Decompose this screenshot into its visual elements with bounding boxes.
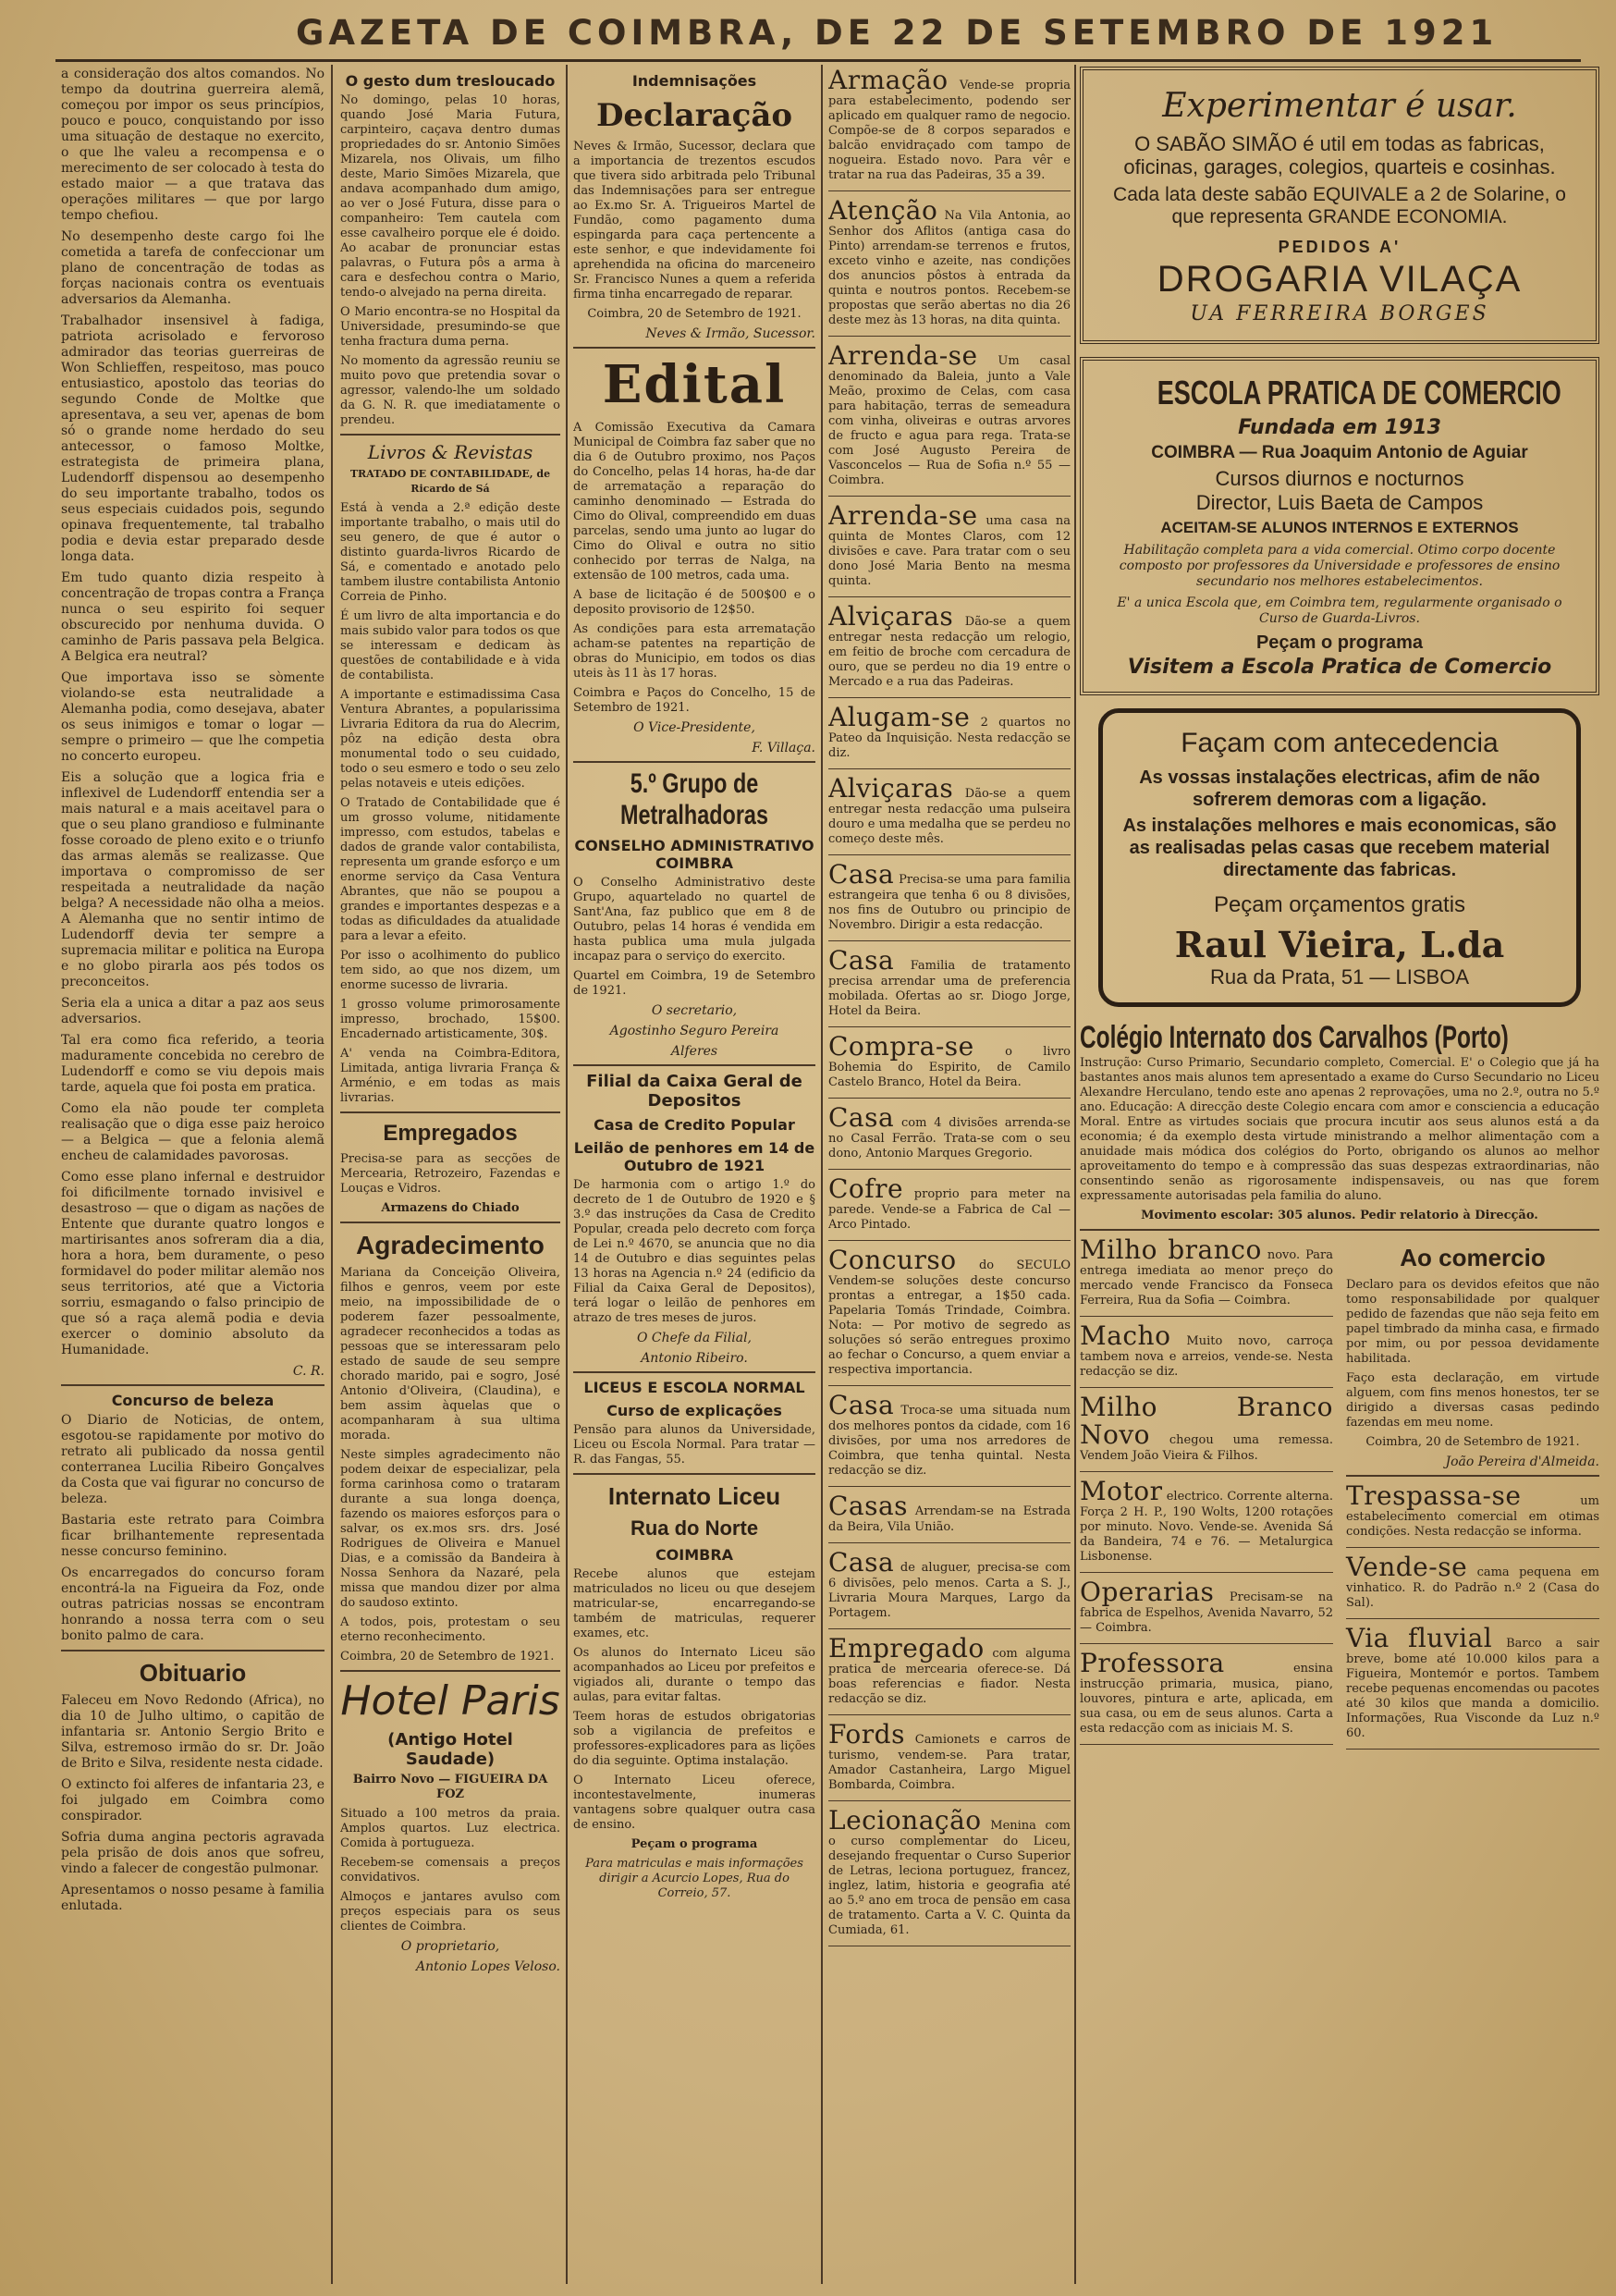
classified-ad (1080, 1394, 1333, 1464)
article-paragraph: O Mario encontra-se no Hospital da Universidade, presumindo-se que tenha fractura duma perna. (340, 305, 560, 349)
column-5-ads (1080, 67, 1599, 1755)
classified-keyword: Casa (828, 859, 895, 890)
article-signature: F. Villaça. (752, 741, 815, 755)
hotel-location: Bairro Novo — FIGUEIRA DA FOZ (352, 1773, 548, 1801)
classified-keyword: Alviçaras (828, 601, 954, 632)
classified-ad (828, 1549, 1071, 1621)
article-paragraph: O extincto foi alferes de infantaria 23, e foi julgado em Coimbra como conspirador. (61, 1777, 324, 1823)
classified-keyword: Alviçaras (828, 773, 954, 804)
separator (61, 1384, 324, 1386)
article-paragraph: Mariana da Conceição Oliveira, filhos e genros, veem por este meio, na impossibilidade de o poderem fazer pessoalmente, agradecer reconhecidos a todas as pessoas que se interessaram pelo estado de saude de seu sempre chorado marido, pai e sogro, José Antonio d'Oliveira, (Claudina), e bem assim àquelas que o acompanharam à sua ultima morada. (340, 1266, 560, 1443)
column-2 (340, 67, 560, 1980)
separator (1346, 1749, 1599, 1750)
headline-indemnisacoes: Indemnisações (631, 72, 757, 90)
classified-text: Troca-se uma situada num dos melhores pontos da cidade, com 16 divisões, por uma nos arredores de Coimbra, que tenha quintal. Nesta redacção se diz. (828, 1404, 1071, 1478)
classified-ad (1346, 1625, 1599, 1741)
classified-ad (828, 1246, 1071, 1378)
classified-keyword: Arrenda-se (828, 340, 978, 371)
column-1 (61, 67, 324, 1920)
classified-ad (1346, 1553, 1599, 1611)
article-paragraph: Trabalhador insensivel à fadiga, patriota acrisolado e fervoroso admirador das teorias guerreiras de Won Schlieffen, respeitoso, mas pouco entusiastico, apostolo das teorias do segundo Conde de Moltke que apresentava, a seu ver, apenas de bom só o grande nome herdado do seu antecessor, o famoso Moltke, estrategista de primeira plana, Ludendorff dispensou ao desempenho do seu importante trabalho, todos os seus especiais cuidados pois, segundo opinava frequentemente, tal trabalho podia e devia estar preparado desde longa data. (61, 313, 324, 564)
separator (828, 854, 1071, 855)
article-paragraph: Almoços e jantares avulso com preços especiais para os seus clientes de Coimbra. (340, 1890, 560, 1934)
classified-ad (828, 197, 1071, 328)
article-paragraph: Quartel em Coimbra, 19 de Setembro de 1921. (573, 969, 815, 998)
ad-colegio (1080, 1020, 1599, 1223)
separator (828, 1098, 1071, 1099)
subheadline-credito: Casa de Credito Popular (594, 1116, 795, 1134)
column-divider (1074, 65, 1076, 2284)
classifieds-list (1346, 1482, 1599, 1750)
classified-keyword: Arrenda-se (828, 500, 978, 531)
article-paragraph: Coimbra e Paços do Concelho, 15 de Setembro de 1921. (573, 686, 815, 715)
ad-text: Cada lata deste sabão EQUIVALE a 2 de Solarine, o que representa GRANDE ECONOMIA. (1113, 184, 1566, 227)
classified-keyword: Via fluvial (1346, 1623, 1493, 1653)
headline-grupo-metralhadoras: 5.º Grupo de Metralhadoras (620, 768, 768, 830)
separator (828, 1026, 1071, 1027)
article-paragraph: No desempenho deste cargo foi lhe cometida a tarefa de confeccionar um plano de concentração de todas as forças nacionais contra os eventuais adversarios da Alemanha. (61, 229, 324, 307)
separator (828, 1169, 1071, 1170)
column-3 (573, 67, 815, 1906)
article-paragraph: A' venda na Coimbra-Editora, Limitada, antiga livraria França & Arménio, e em todas as mais livrarias. (340, 1047, 560, 1105)
article-paragraph: Que importava isso se sòmente violando-se esta neutralidade a Alemanha podia, como desejava, abater os seus inimigos e tomar o logar — sempre o primeiro — que lhe competia no concerto europeu. (61, 670, 324, 764)
classified-text: Um casal denominado da Baleia, junto a Vale Meão, proximo de Celas, com casa para habitação, terras de semeadura com vinha, oliveiras e outras arvores de fructo e agua para rega. Trata-se com José Augusto Pereira de Vasconcelos — Rua de Sofia n.º 55 — Coimbra. (828, 354, 1071, 487)
ad-headline: Façam com antecedencia (1181, 728, 1499, 758)
article-paragraph: Bastaria este retrato para Coimbra ficar brilhantemente representada nesse concurso feminino. (61, 1513, 324, 1559)
classified-ad (828, 1492, 1071, 1535)
separator (573, 347, 815, 349)
headline-filial: Filial da Caixa Geral de Depositos (586, 1072, 802, 1111)
article-signature: João Pereira d'Almeida. (1445, 1455, 1599, 1469)
separator (573, 761, 815, 763)
ad-address: COIMBRA — Rua Joaquim Antonio de Aguiar (1151, 443, 1528, 462)
classified-keyword: Casa (828, 1390, 895, 1420)
separator (573, 1371, 815, 1373)
classified-text: chegou uma remessa. Vendem João Vieira & Filhos. (1080, 1433, 1333, 1463)
headline-liceus: LICEUS E ESCOLA NORMAL (583, 1379, 805, 1396)
separator (1080, 1572, 1333, 1573)
article-paragraph: Eis a solução que a logica fria e inflexivel de Ludendorff entendia ser a mais natural e a mais aceitavel para o que o seu plano grandioso e fulminante fosse coroado de pleno exito e o triunfo das armas alemãs se realizasse. Que importava o compromisso de ser respeitada a neutralidade da nação belga? A necessidade não olha a meios. A Alemanha que no sentir intimo de Ludendorff devia ter sempre a supremacia militar e politica na Europa e no globo pirarla aos pés todos os preconceitos. (61, 770, 324, 989)
classified-ad (1080, 1578, 1333, 1636)
article-paragraph: Coimbra, 20 de Setembro de 1921. (1365, 1435, 1580, 1449)
article-paragraph: Recebe alunos que estejam matriculados no liceu ou que desejem matricular-se, encarregando-se também de matriculas, requerer exames, etc. (573, 1567, 815, 1640)
classified-keyword: Alugam-se (828, 702, 971, 732)
ad-text: Fundada em 1913 (1238, 416, 1441, 439)
separator (1346, 1475, 1599, 1477)
article-paragraph: Recebem-se comensais a preços convidativos. (340, 1856, 560, 1885)
ad-text: Habilitação completa para a vida comercial. Otimo corpo docente composto por professores da Universidade e professores de ensino secundario nos melhores estabelecimentos. (1119, 543, 1561, 589)
article-paragraph: Declaro para os devidos efeitos que não tomo responsabilidade por qualquer pedido de fazendas que não seja feito em papel timbrado da minha casa, e firmado por mim, ou por pessoa devidamente habilitada. (1346, 1278, 1599, 1366)
article-signature: O Vice-Presidente, (633, 720, 755, 735)
separator (828, 596, 1071, 597)
headline-hotel-paris: Hotel Paris (340, 1677, 560, 1725)
classified-text: Precisa-se uma para familia estrangeira que tenha 6 ou 8 divisões, nos fins de Outubro ou principio de Novembro. Dirigir a esta redacção. (828, 873, 1071, 932)
article-paragraph: Neves & Irmão, Sucessor, declara que a importancia de trezentos escudos que tivera sido arbitrada pelo Tribunal das Indemnisações para ser entregue ao Ex.mo Sr. A. Trigueiros Martel de Fundão, como pagamento duma espingarda para caça pertencente a este senhor, e que indevidamente foi aprehendida na oficina do marceneiro Sr. Francisco Nunes a quem a referida firma tinha encarregado de reparar. (573, 140, 815, 301)
subheadline-coimbra: COIMBRA (655, 1546, 734, 1564)
headline-edital: Edital (602, 354, 787, 415)
classified-keyword: Atenção (828, 195, 938, 226)
article-paragraph: Como esse plano infernal e destruidor foi dificilmente tornado invisivel e desastroso — que o digam as nações de Entente que durante quatro longos e martirisantes anos sofreram dia a dia, hora a hora, bem duramente, o peso formidavel do poder militar alemão nos seus territorios, até que a Victoria sorriu, esmagando o falso principio de que só a raça alemã podia e devia exercer o dominio absoluto da Humanidade. (61, 1170, 324, 1357)
classified-keyword: Operarias (1080, 1577, 1215, 1607)
headline-agradecimento: Agradecimento (356, 1231, 545, 1259)
ad-text: Peçam o programa (1255, 632, 1424, 653)
classified-ad (1080, 1322, 1333, 1380)
article-paragraph: O Tratado de Contabilidade que é um grosso volume, nitidamente impresso, com estudos, tabelas e dados de grande valor contabilista, representa um grande esforço e um enorme serviço da Casa Ventura Abrantes, que não se poupou a grandes e importantes despezas e a todas as dificuldades da atualidade para a levar a efeito. (340, 796, 560, 943)
article-paragraph: Apresentamos o nosso pesame à familia enlutada. (61, 1883, 324, 1913)
classified-text: Dão-se a quem entregar nesta redacção um relogio, em feitio de broche com cercadura de ouro, que se perdeu no dia 19 entre o Mercado e a rua das Padeiras. (828, 615, 1071, 689)
classified-keyword: Casa (828, 1102, 895, 1133)
article-signature: C. R. (292, 1364, 324, 1379)
classified-text: de aluguer, precisa-se com 6 divisões, pelo menos. Carta a S. J., Livraria Moura Marques, Largo da Portagem. (828, 1561, 1071, 1620)
article-paragraph: Sofria duma angina pectoris agravada pela prisão de dois anos que sofreu, vindo a falecer de congestão pulmonar. (61, 1830, 324, 1876)
classified-text: Barco a sair breve, bome até 10.000 kilos para a Figueira, Montemór e portos. Tambem recebe pequenas encomendas ou pacotes até 30 kilos que manda a domicilio. Informações, Rua Visconde da Luz n.º 60. (1346, 1637, 1599, 1740)
classified-keyword: Compra-se (828, 1031, 974, 1062)
headline-declaracao: Declaração (595, 97, 793, 134)
separator (1080, 1471, 1333, 1472)
separator (828, 1542, 1071, 1543)
classified-keyword: Milho branco (1080, 1234, 1262, 1265)
separator (828, 1714, 1071, 1715)
classified-ad (828, 775, 1071, 847)
separator (1080, 1744, 1333, 1745)
headline-obituario: Obituario (139, 1659, 247, 1687)
article-paragraph: Para matriculas e mais informações dirigir a Acurcio Lopes, Rua do Correio, 57. (585, 1857, 803, 1900)
classified-text: um estabelecimento comercial em otimas condições. Nesta redacção se informa. (1346, 1494, 1599, 1539)
article-signature: Antonio Ribeiro. (641, 1351, 748, 1366)
ao-comercio-block (1346, 1236, 1599, 1755)
subheadline-hotel: (Antigo Hotel Saudade) (387, 1730, 513, 1769)
classified-keyword: Concurso (828, 1245, 957, 1275)
classified-keyword: Empregado (828, 1633, 985, 1664)
article-paragraph: Tal era como fica referido, a teoria maduramente concebida no cerebro de Ludendorff e como se viu depois mais tarde, aquela que foi posta em pratica. (61, 1033, 324, 1095)
article-signature: Agostinho Seguro Pereira (609, 1024, 779, 1038)
subheadline-conselho: CONSELHO ADMINISTRATIVO COIMBRA (574, 837, 814, 872)
classified-text: com alguma pratica de mercearia oferece-se. Dá boas referencias e fiador. Nesta redacção se diz. (828, 1647, 1071, 1706)
article-paragraph: Como ela não poude ter completa realisação que o diga esse paiz heroico — a Belgica — que a felonia alemã encheu de calamidades pavorosas. (61, 1101, 324, 1163)
classified-ad (828, 1104, 1071, 1161)
classified-ad (828, 603, 1071, 690)
classified-text: novo. Para entrega imediata ao menor preço do mercado vende Francisco da Fonseca Ferreira, Rua da Sofia — Coimbra. (1080, 1248, 1333, 1308)
column-divider (331, 65, 333, 2284)
classified-keyword: Macho (1080, 1320, 1171, 1351)
ad-text: As instalações melhores e mais economicas, são as realisadas pelas casas que recebem material directamente das fabricas. (1122, 816, 1557, 880)
article-paragraph: Em tudo quanto dizia respeito à concentração de tropas contra a França nunca o seu espirito foi sequer obscurecido por nenhuma duvida. O caminho de Paris passava pela Belgica. A Belgica era neutral? (61, 571, 324, 664)
classifieds-bottom (1080, 1236, 1599, 1755)
masthead: GAZETA DE COIMBRA, DE 22 DE SETEMBRO DE 1921 (296, 13, 1499, 53)
classified-ad (828, 1392, 1071, 1479)
article-paragraph: A todos, pois, protestam o seu eterno reconhecimento. (340, 1615, 560, 1644)
separator (1080, 1316, 1333, 1317)
ad-drogaria: DROGARIA VILAÇA (1157, 259, 1523, 300)
classified-ad (828, 502, 1071, 589)
classified-text: cama pequena em vinhatico. R. do Padrão n.º 2 (Casa do Sal). (1346, 1565, 1599, 1610)
classified-text: Vende-se propria para estabelecimento, podendo ser aplicado em qualquer ramo de negocio. Compõe-se de 8 corpos separados e balcão envidraçado com tampo de nogueira. Estado novo. Para vêr e tratar na rua das Padeiras, 35 a 39. (828, 79, 1071, 182)
classified-ad (828, 67, 1071, 183)
article-paragraph: Faço esta declaração, em virtude alguem, com fins menos honestos, ter se dirigido a diversas casas pedindo fazendas em meu nome. (1346, 1371, 1599, 1430)
ad-text: Instrução: Curso Primario, Secundario completo, Comercial. E' o Colegio que já ha bastantes anos mais alunos tem apresentado a exame do Curso Secundario no Liceu Alexandre Herculano, tendo este ano apenas 2 reprovações, uma no 2.º, outra no 5.º ano. Educação: A direcção deste Colegio encara com amor e consciencia a educação Moral. Entre as virtudes sociais que procura incutir aos seus alunos está a da economia; é da exemplo desta virtude ministrando a melhor alimentação com a anuidade mais módica dos colégios do Porto, obrigando os alunos ao melhor aproveitamento do tempo e à compressão das suas despezas extraordinarias, não consentindo senão as rigorosamente indispensaveis, ou nas que forem expressamente autorisadas pela familia do aluno. (1080, 1056, 1599, 1203)
article-paragraph: No momento da agressão reuniu se muito povo que pretendia sovar o agressor, valendo-lhe um soldado da G. N. R. que imediatamente o prendeu. (340, 354, 560, 427)
separator (340, 1111, 560, 1113)
ad-raul-vieira (1098, 708, 1581, 1007)
ad-text: E' a unica Escola que, em Coimbra tem, regularmente organisado o Curso de Guarda-Livros. (1117, 595, 1562, 626)
separator (828, 336, 1071, 337)
subheadline-rua-norte: Rua do Norte (630, 1516, 759, 1540)
article-paragraph: De harmonia com o artigo 1.º do decreto de 1 de Outubro de 1920 e § 3.º das instruções da Casa de Credito Popular, creada pelo decreto com força de Lei n.º 4670, se anuncia que no dia 14 de Outubro e dias seguintes pelas 13 horas na Agencia n.º 24 (edificio da Filial da Caixa Geral de Depositos), terá logar o leilão de penhores em atrazo de tres meses de juros. (573, 1178, 815, 1325)
classified-text: Menina com o curso complementar do Liceu, desejando frequentar o Curso Superior de Letras, leciona portuguez, francez, inglez, latim, historia e geografia até ao 5.º ano em troca de pensão em casa de tratamento. Carta a V. C. Quinta da Cumiada, 61. (828, 1819, 1071, 1937)
classified-keyword: Lecionação (828, 1805, 982, 1836)
headline-empregados: Empregados (383, 1121, 518, 1146)
article-signature: Neves & Irmão, Sucessor. (645, 326, 815, 341)
article-signature: Antonio Lopes Veloso. (416, 1959, 560, 1974)
separator (1080, 1229, 1599, 1231)
classified-keyword: Casa (828, 1547, 895, 1578)
ad-escola-comercio (1080, 357, 1599, 695)
classified-text: Precisam-se na fabrica de Espelhos, Avenida Navarro, 52 — Coimbra. (1080, 1590, 1333, 1635)
separator (1080, 1387, 1333, 1388)
classified-text: 2 quartos no Pateo da Inquisição. Nesta redacção se diz. (828, 716, 1071, 760)
column-divider (566, 65, 568, 2284)
ad-text: PEDIDOS A' (1278, 238, 1402, 256)
headline-gesto: O gesto dum tresloucado (345, 72, 556, 90)
article-paragraph: Os alunos do Internato Liceu são acompanhados ao Liceu por prefeitos e vigiados ali, durante o tempo das aulas, para evitar faltas. (573, 1646, 815, 1704)
separator (61, 1650, 324, 1651)
article-paragraph: Teem horas de estudos obrigatorias sob a vigilancia de prefeitos e professores-explicadores para as lições do dia seguinte. Optima instalação. (573, 1710, 815, 1768)
article-paragraph: A base de licitação é de 500$00 e o deposito provisorio de 12$50. (573, 588, 815, 617)
classified-keyword: Motor (1080, 1476, 1163, 1506)
article-paragraph: Situado a 100 metros da praia. Amplos quartos. Luz electrica. Comida à portugueza. (340, 1807, 560, 1850)
ad-text: Cursos diurnos e nocturnos (1215, 467, 1464, 490)
classified-keyword: Professora (1080, 1648, 1225, 1678)
article-paragraph: O Internato Liceu oferece, incontestavelmente, inumeras vantagens sobre qualquer outra casa de ensino. (573, 1774, 815, 1832)
separator (1346, 1547, 1599, 1548)
separator (340, 434, 560, 436)
separator (573, 1473, 815, 1475)
classified-text: Familia de tratamento precisa arrendar uma de preferencia mobilada. Ofertas ao sr. Diogo Jorge, Hotel da Beira. (828, 959, 1071, 1018)
masthead-rule (55, 59, 1581, 62)
column-divider (821, 65, 823, 2284)
separator (828, 190, 1071, 191)
article-paragraph: No domingo, pelas 10 horas, quando José Maria Futura, carpinteiro, caçava dentro dumas propriedades do sr. Antonio Simões Mizarela, nos Olivais, um filho deste, Mario Simões Mizarela, que andava acompanhado dum amigo, ao ver o José Futura, disse para o companheiro: Tem cautela com esse cavalheiro porque ele é doido. Ao acabar de pronunciar estas palavras, o Futura pôs a arma à cara e desfechou contra o Mario, tendo-o alvejado na perna direita. (340, 93, 560, 300)
subheadline-explicacoes: Curso de explicações (606, 1402, 782, 1419)
subheadline-leilao: Leilão de penhores em 14 de Outubro de 1921 (573, 1139, 815, 1174)
classified-ad (1080, 1650, 1333, 1737)
classified-keyword: Fords (828, 1719, 905, 1750)
separator (340, 1222, 560, 1223)
article-paragraph: Por isso o acolhimento do publico tem sido, ao que nos dizem, um enorme sucesso de livraria. (340, 949, 560, 992)
classified-keyword: Casas (828, 1491, 909, 1521)
article-paragraph: Está à venda a 2.ª edição deste importante trabalho, o mais util do seu genero, de que é autor o distinto guarda-livros Ricardo de Sá, e comentado e anotado pelo tambem ilustre contabilista Antonio Correia de Pinho. (340, 501, 560, 604)
classified-text: uma casa na quinta de Montes Claros, com 12 divisões e cave. Para tratar com o seu dono José Maria Bento na mesma quinta. (828, 514, 1071, 588)
headline-ao-comercio: Ao comercio (1400, 1244, 1546, 1271)
classified-keyword: Casa (828, 945, 895, 976)
classified-text: Dão-se a quem entregar nesta redacção uma pulseira douro e uma medalha que se perdeu no começo deste mês. (828, 787, 1071, 846)
article-paragraph: As condições para esta arrematação acham-se patentes na repartição de obras do Municipio, em todos os dias uteis às 11 às 17 horas. (573, 622, 815, 681)
separator (828, 1486, 1071, 1487)
classified-text: Muito novo, carroça tambem nova e arreios, vende-se. Nesta redacção se diz. (1080, 1334, 1333, 1379)
article-paragraph: Coimbra, 20 de Setembro de 1921. (340, 1650, 555, 1664)
classified-ad (1080, 1478, 1333, 1565)
ad-headline: Experimentar é usar. (1162, 87, 1517, 125)
separator (828, 697, 1071, 698)
subheadline-tratado: TRATADO DE CONTABILIDADE, de Ricardo de Sá (349, 468, 551, 495)
article-paragraph: a consideração dos altos comandos. No tempo da doutrina guerreira alemã, começou por impor os seus princípios, pouco e pouco, conquistando por isso uma situação de destaque no exercito, o que lhe valeu a recompensa e o merecimento de ser colocado à testa do estado maior — a que tratava das operações militares — que por largo tempo chefiou. (61, 67, 324, 223)
ad-sabao-simao (1080, 67, 1599, 344)
classified-text: Arrendam-se na Estrada da Beira, Vila União. (828, 1504, 1071, 1534)
ad-text: Peçam orçamentos gratis (1213, 892, 1466, 917)
separator (828, 768, 1071, 769)
classified-text: proprio para meter na parede. Vende-se a Fabrica de Cal — Arco Pintado. (828, 1187, 1071, 1232)
ad-text: ACEITAM-SE ALUNOS INTERNOS E EXTERNOS (1160, 519, 1519, 536)
article-paragraph: Peçam o programa (630, 1837, 758, 1851)
ad-text: Director, Luis Baeta de Campos (1195, 491, 1484, 514)
classified-ad (828, 861, 1071, 933)
separator (1346, 1618, 1599, 1619)
ad-text: Movimento escolar: 305 alunos. Pedir relatorio à Direcção. (1141, 1209, 1538, 1222)
classified-text: com 4 divisões arrenda-se no Casal Ferrão. Trata-se com o seu dono, Antonio Marques Gregorio. (828, 1116, 1071, 1160)
classified-ad (828, 342, 1071, 488)
classifieds-list (828, 67, 1071, 1946)
classified-text: do SECULO Vendem-se soluções deste concurso prontas a entregar, a 1$50 cada. Papelaria Tomás Trindade, Coimbra. Nota: — Por motivo de segredo as soluções só serão entregues proximo ao fechar o Concurso, a quem enviar a respectiva importancia. (828, 1259, 1071, 1377)
classified-ad (828, 947, 1071, 1019)
classified-ad (1346, 1482, 1599, 1540)
ad-address: Rua da Prata, 51 — LISBOA (1209, 965, 1470, 988)
article-paragraph: Pensão para alunos da Universidade, Liceu ou Escola Normal. Para tratar — R. das Fangas, 55. (573, 1423, 815, 1467)
separator (828, 1240, 1071, 1241)
classified-keyword: Milho Branco Novo (1080, 1392, 1333, 1450)
article-paragraph: Precisa-se para as secções de Mercearia, Retrozeiro, Fazendas e Louças e Vidros. (340, 1152, 560, 1196)
article-signature: Alferes (670, 1044, 718, 1059)
article-signature: O proprietario, (400, 1939, 500, 1954)
separator (340, 1670, 560, 1672)
ad-headline: Colégio Internato dos Carvalhos (Porto) (1080, 1020, 1509, 1055)
article-paragraph: É um livro de alta importancia e do mais subido valor para todos os que se interessam e dedicam às questões de contabilidade e à vida de contabilista. (340, 609, 560, 682)
article-paragraph: 1 grosso volume primorosamente impresso, brochado, 15$00. Encadernado artisticamente, 30$. (340, 998, 560, 1041)
article-paragraph: Faleceu em Novo Redondo (Africa), no dia 10 de Julho ultimo, o capitão de infantaria sr. Antonio Sergio Brito e Silva, estremoso irmão do sr. Dr. João de Brito e Silva, residente nesta cidade. (61, 1693, 324, 1771)
advertiser-name: Armazens do Chiado (381, 1201, 520, 1215)
classified-ad (828, 1033, 1071, 1090)
headline-concurso: Concurso de beleza (111, 1392, 275, 1409)
article-paragraph: O Conselho Administrativo deste Grupo, aquartelado no quartel de Sant'Ana, faz publico que em 8 de Outubro, pelas 14 horas é vendida em hasta publica uma mula julgada incapaz para o serviço do exercito. (573, 876, 815, 964)
ad-company: Raul Vieira, L.da (1174, 924, 1505, 965)
article-paragraph: Coimbra, 20 de Setembro de 1921. (587, 307, 802, 321)
classified-ad (1080, 1236, 1333, 1308)
classified-text: Na Vila Antonia, ao Senhor dos Aflitos (antiga casa do Pinto) arrendam-se terrenos e frutos, exceto vinho e azeite, nas condições dos anuncios pôstos à entrada da quinta e noutros pontos. Recebem-se propostas que serão abertas no dia 26 deste mez às 13 horas, na dita quinta. (828, 209, 1071, 327)
ad-headline: ESCOLA PRATICA DE COMERCIO (1157, 374, 1561, 411)
article-paragraph: Os encarregados do concurso foram encontrá-la na Figueira da Foz, onde outras patricias nossas se encontram honrando a nossa terra com o seu bonito palmo de cara. (61, 1565, 324, 1643)
article-signature: O secretario, (651, 1003, 738, 1018)
classified-ad (828, 1635, 1071, 1707)
classified-text: Camionets e carros de turismo, vendem-se. Para tratar, Amador Castanheira, Largo Miguel Bombarda, Coimbra. (828, 1733, 1071, 1792)
article-paragraph: A Comissão Executiva da Camara Municipal de Coimbra faz saber que no dia 6 de Outubro proximo, nos Paços do Concelho, pelas 14 horas, ha-de dar de arrematação a reparação do caminho denominado — Estrada do Cimo do Olival, compreendido em duas parcelas, sendo uma junto ao lugar do Cimo do Olival e outra no sitio conhecido por terras de Nalga, na extensão de 100 metros, cada uma. (573, 421, 815, 583)
separator (828, 1628, 1071, 1629)
classified-ad (828, 1175, 1071, 1233)
classified-keyword: Cofre (828, 1173, 904, 1204)
classified-text: ensina instrucção primaria, musica, piano, louvores, pintura e arte, aplicada, em sua casa, ou em de seus alunos. Carta a esta redacção com as iniciais M. S. (1080, 1662, 1333, 1736)
classified-text: electrico. Corrente alterna. Força 2 H. P., 190 Wolts, 1200 rotações por minuto. Novo. Vende-se. Avenida Sá da Bandeira, 74 e 76. — Metalurgica Lisbonense. (1080, 1490, 1333, 1564)
classified-keyword: Trespassa-se (1346, 1480, 1522, 1511)
separator (828, 940, 1071, 941)
article-signature: O Chefe da Filial, (636, 1331, 753, 1345)
separator (1080, 1643, 1333, 1644)
classified-ad (828, 1807, 1071, 1938)
separator (828, 1385, 1071, 1386)
ad-text: As vossas instalações electricas, afim de não sofrerem demoras com a ligação. (1139, 767, 1540, 810)
separator (828, 496, 1071, 497)
classified-keyword: Armação (828, 67, 949, 95)
classified-keyword: Vende-se (1346, 1552, 1468, 1582)
column-4-classifieds (828, 67, 1071, 1952)
article-paragraph: A importante e estimadissima Casa Ventura Abrantes, a popularissima Livraria Editora da rua do Alecrim, pôz na edição desta obra monumental todo o seu cuidado, todo o seu esmero e todo o seu zelo pelas notaveis e uteis edições. (340, 688, 560, 791)
classified-text: o livro Bohemia do Espirito, de Camilo Castelo Branco, Hotel da Beira. (828, 1045, 1071, 1089)
classified-ad (828, 1721, 1071, 1793)
classifieds-list (1080, 1236, 1333, 1755)
headline-livros: Livros & Revistas (367, 441, 533, 463)
separator (828, 1800, 1071, 1801)
ad-address: UA FERREIRA BORGES (1190, 302, 1489, 325)
article-paragraph: Seria ela a unica a ditar a paz aos seus adversarios. (61, 996, 324, 1026)
classified-ad (828, 704, 1071, 761)
article-paragraph: Neste simples agradecimento não podem deixar de especializar, pela forma carinhosa como o trataram durante a sua longa doença, fazendo os maiores esforços para o salvar, os ex.mos srs. drs. José Rodrigues de Oliveira e Manuel Dias, e a comissão da Bandeira à Nossa Senhora da Nazaré, pela missa que mandou dizer por alma do saudoso extinto. (340, 1448, 560, 1610)
ad-text: O SABÃO SIMÃO é util em todas as fabricas, oficinas, garages, colegios, quarteis e cosinhas. (1123, 132, 1556, 178)
headline-internato: Internato Liceu (607, 1482, 781, 1510)
separator (573, 1064, 815, 1066)
ad-text: Visitem a Escola Pratica de Comercio (1127, 656, 1552, 679)
article-paragraph: O Diario de Noticias, de ontem, esgotou-se rapidamente por motivo do retrato ali publicado da nossa gentil conterranea Lucilia Ribeiro Gonçalves da Costa que vai figurar no concurso de beleza. (61, 1413, 324, 1506)
